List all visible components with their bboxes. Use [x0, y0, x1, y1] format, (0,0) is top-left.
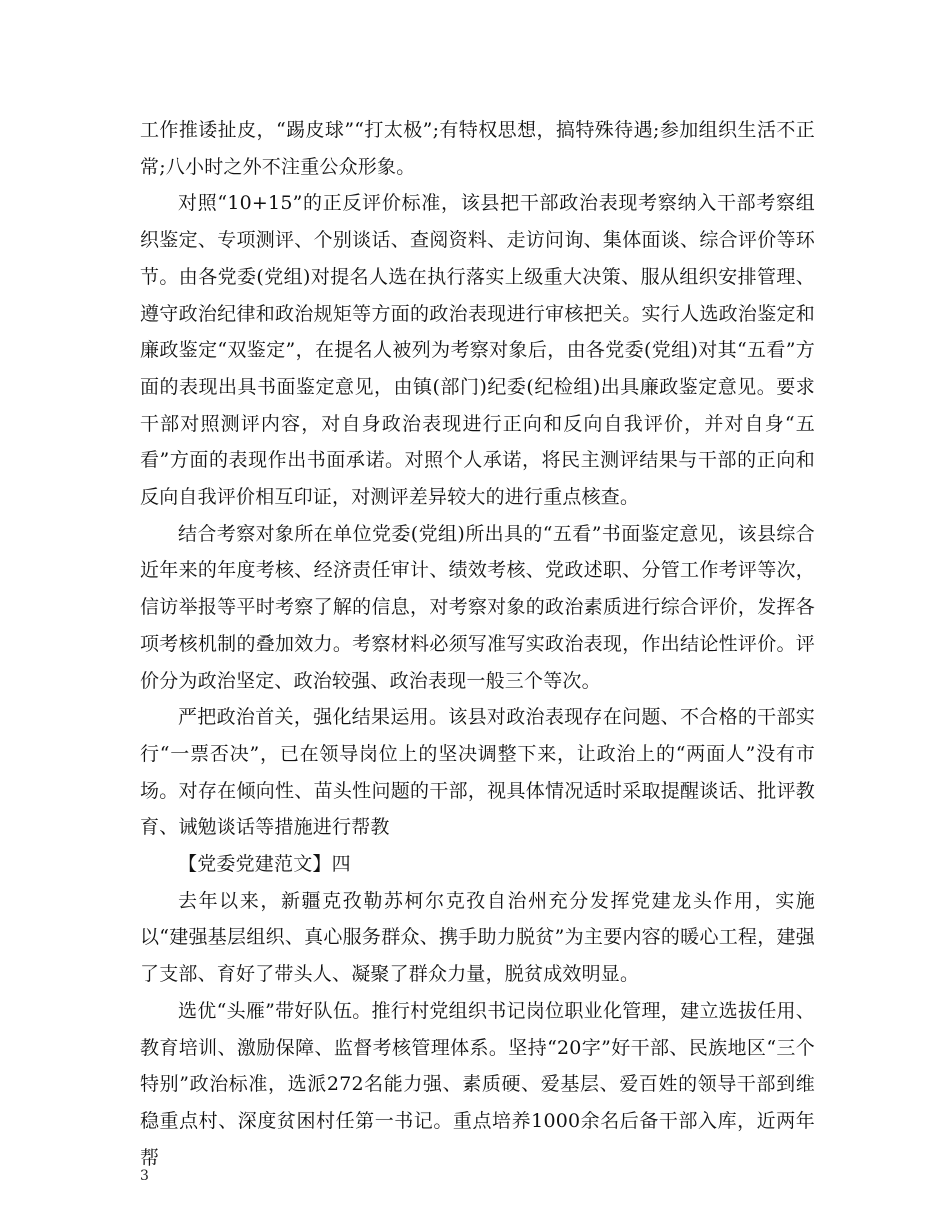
paragraph-3: 结合考察对象所在单位党委(党组)所出具的“五看”书面鉴定意见，该县综合近年来的年度考核、经济责任审计、绩效考核、党政述职、分管工作考评等次，信访举报等平时考察了解的信息，对考察对象的政治素质进行综合评价，发挥各项考核机制的叠加效力。考察材料必须写准写实政治表现，作出结论性评价。评价分为政治坚定、政治较强、政治表现一般三个等次。: [140, 522, 815, 692]
paragraph-2: 对照“10+15”的正反评价标准，该县把干部政治表现考察纳入干部考察组织鉴定、专项测评、个别谈话、查阅资料、走访问询、集体面谈、综合评价等环节。由各党委(党组)对提名人选在执行落实上级重大决策、服从组织安排管理、遵守政治纪律和政治规矩等方面的政治表现进行审核把关。实行人选政治鉴定和廉政鉴定“双鉴定”，在提名人被列为考察对象后，由各党委(党组)对其“五看”方面的表现出具书面鉴定意见，由镇(部门)纪委(纪检组)出具廉政鉴定意见。要求干部对照测评内容，对自身政治表现进行正向和反向自我评价，并对自身“五看”方面的表现作出书面承诺。对照个人承诺，将民主测评结果与干部的正向和反向自我评价相互印证，对测评差异较大的进行重点核查。: [140, 192, 815, 509]
document-body: [140, 112, 815, 1176]
paragraph-6: 选优“头雁”带好队伍。推行村党组织书记岗位职业化管理，建立选拔任用、教育培训、激励保障、监督考核管理体系。坚持“20字”好干部、民族地区“三个特别”政治标准，选派272名能力强、素质硬、爱基层、爱百姓的领导干部到维稳重点村、深度贫困村任第一书记。重点培养1000余名后备干部入库，近两年帮: [140, 999, 815, 1169]
paragraph-4: 严把政治首关，强化结果运用。该县对政治表现存在问题、不合格的干部实行“一票否决”，已在领导岗位上的坚决调整下来，让政治上的“两面人”没有市场。对存在倾向性、苗头性问题的干部，视具体情况适时采取提醒谈话、批评教育、诫勉谈话等措施进行帮教: [140, 706, 815, 839]
section-heading: 【党委党建范文】四: [178, 853, 351, 876]
page-number: 3: [140, 1168, 149, 1184]
paragraph-1: 工作推诿扯皮，“踢皮球”“打太极”;有特权思想，搞特殊待遇;参加组织生活不正常;八小时之外不注重公众形象。: [140, 119, 815, 178]
paragraph-5: 去年以来，新疆克孜勒苏柯尔克孜自治州充分发挥党建龙头作用，实施以“建强基层组织、真心服务群众、携手助力脱贫”为主要内容的暖心工程，建强了支部、育好了带头人、凝聚了群众力量，脱贫成效明显。: [140, 889, 815, 986]
